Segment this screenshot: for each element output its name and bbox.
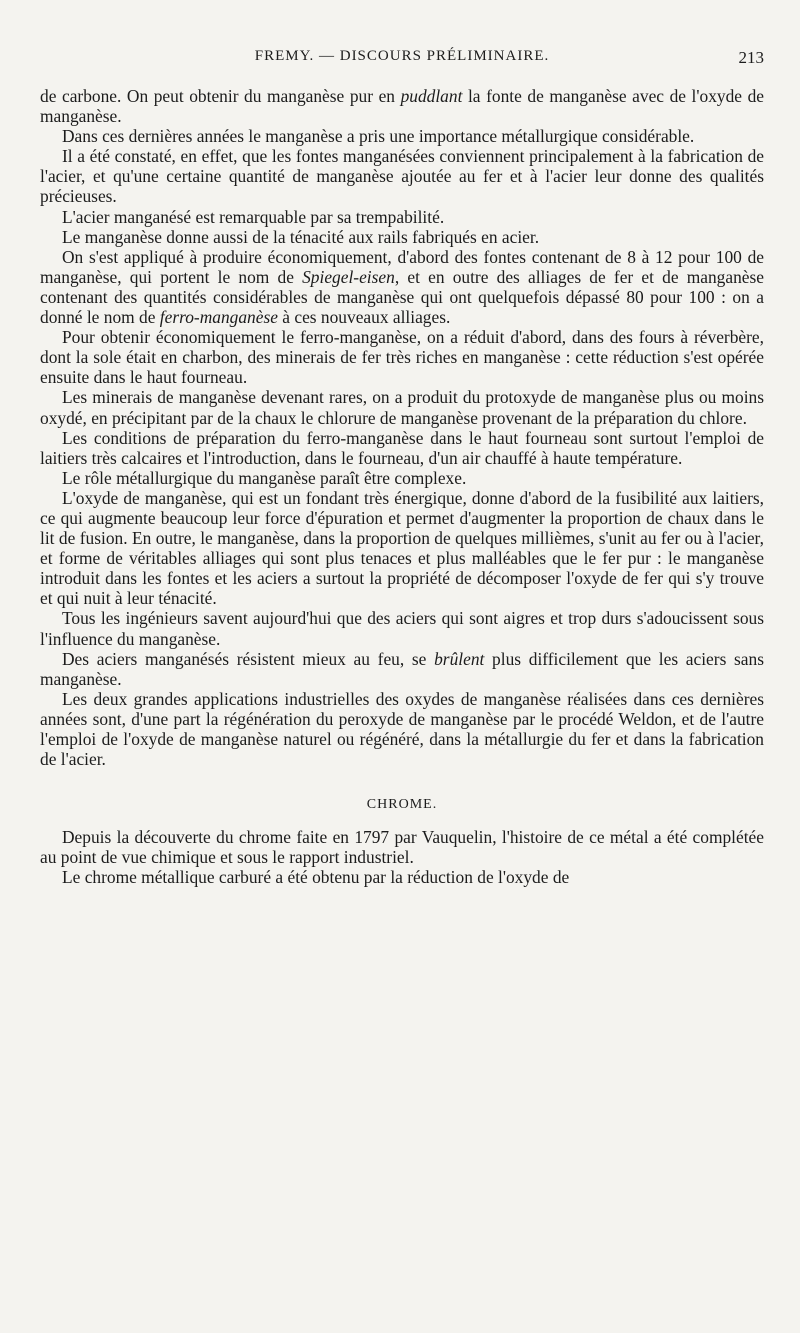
text-run: On s'est appliqué à produire économiquement, d'abord des fontes contenant de 8 à 12 pour 100 de manganèse, qui portent le nom de bbox=[40, 246, 764, 287]
paragraph bbox=[40, 327, 764, 387]
paragraph bbox=[40, 488, 764, 609]
paragraph bbox=[40, 247, 764, 327]
paragraph bbox=[40, 227, 764, 247]
text-run: Dans ces dernières années le manganèse a pris une importance métallurgique considérable. bbox=[62, 126, 695, 147]
section-title: CHROME. bbox=[366, 797, 438, 813]
paragraph bbox=[40, 86, 764, 126]
paragraph bbox=[40, 428, 764, 468]
text-run: à ces nouveaux alliages. bbox=[277, 307, 451, 328]
paragraph bbox=[40, 387, 764, 427]
italic-term: ferro-manganèse bbox=[159, 307, 278, 328]
running-title: FREMY. — DISCOURS PRÉLIMINAIRE. bbox=[254, 48, 550, 64]
text-run: la fonte de manganèse avec de l'oxyde de manganèse. bbox=[40, 86, 764, 127]
paragraph bbox=[40, 689, 764, 769]
text-run: Les conditions de préparation du ferro-manganèse dans le haut fourneau sont surtout l'emploi de laitiers très calcaires et l'introduction, dans le fourneau, d'un air chauffé à haute température. bbox=[40, 427, 764, 468]
body-text bbox=[40, 86, 764, 888]
paragraph bbox=[40, 608, 764, 648]
paragraph bbox=[40, 827, 764, 867]
text-run: Le chrome métallique carburé a été obtenu par la réduction de l'oxyde de bbox=[62, 867, 570, 888]
paragraph bbox=[40, 126, 764, 146]
text-run: , et en outre des alliages de fer et de manganèse contenant des quantités considérables de manganèse qui ont quelquefois dépassé 80 pour 100 : on a donné le nom de bbox=[40, 266, 764, 328]
text-run: Des aciers manganésés résistent mieux au feu, se bbox=[62, 648, 435, 669]
text-run: plus difficilement que les aciers sans manganèse. bbox=[40, 648, 764, 689]
page-number: 213 bbox=[738, 48, 764, 67]
paragraph bbox=[40, 468, 764, 488]
text-run: Le rôle métallurgique du manganèse paraît être complexe. bbox=[62, 467, 467, 488]
paragraph bbox=[40, 649, 764, 689]
italic-term: Spiegel-eisen bbox=[302, 266, 395, 287]
text-run: Tous les ingénieurs savent aujourd'hui que des aciers qui sont aigres et trop durs s'adoucissent sous l'influence du manganèse. bbox=[40, 608, 764, 649]
text-run: Il a été constaté, en effet, que les fontes manganésées conviennent principalement à la fabrication de l'acier, et qu'une certaine quantité de manganèse ajoutée au fer et à l'acier leur donne des qualités précieuses. bbox=[40, 146, 764, 207]
text-run: Les minerais de manganèse devenant rares, on a produit du protoxyde de manganèse plus ou moins oxydé, en précipitant par de la chaux le chlorure de manganèse provenant de la préparation du chlore. bbox=[40, 387, 764, 428]
text-run: L'acier manganésé est remarquable par sa trempabilité. bbox=[62, 206, 445, 227]
text-run: Les deux grandes applications industrielles des oxydes de manganèse réalisées dans ces dernières années sont, d'une part la régénération du peroxyde de manganèse par le procédé Weldon, et de l'autre l'emploi de l'oxyde de manganèse naturel ou régénéré, dans la métallurgie du fer et dans la fabrication de l'acier. bbox=[40, 688, 764, 770]
text-run: L'oxyde de manganèse, qui est un fondant très énergique, donne d'abord de la fusibilité aux laitiers, ce qui augmente beaucoup leur force d'épuration et permet d'augmenter la proportion de chaux dans le lit de fusion. En outre, le manganèse, dans la proportion de quelques millièmes, s'unit au fer ou à l'acier, et forme de véritables alliages qui sont plus tenaces et plus malléables que le fer pur : le manganèse introduit dans les fontes et les aciers a surtout la propriété de décomposer l'oxyde de fer qui s'y trouve et qui nuit à leur ténacité. bbox=[40, 487, 764, 609]
paragraph bbox=[40, 146, 764, 206]
section-paragraphs bbox=[40, 827, 764, 887]
text-run: de carbone. On peut obtenir du manganèse pur en bbox=[40, 86, 401, 106]
paragraph bbox=[40, 867, 764, 887]
italic-term: brûlent bbox=[434, 648, 485, 669]
text-run: Le manganèse donne aussi de la ténacité aux rails fabriqués en acier. bbox=[62, 226, 540, 247]
main-paragraphs bbox=[40, 86, 764, 769]
paragraph bbox=[40, 207, 764, 227]
running-head bbox=[40, 48, 764, 74]
text-run: Pour obtenir économiquement le ferro-manganèse, on a réduit d'abord, dans des fours à réverbère, dont la sole était en charbon, des minerais de fer très riches en manganèse : cette réduction s'est opérée ensuite dans le haut fourneau. bbox=[40, 327, 764, 388]
italic-term: puddlant bbox=[400, 86, 463, 106]
text-run: Depuis la découverte du chrome faite en 1797 par Vauquelin, l'histoire de ce métal a été complétée au point de vue chimique et sous le rapport industriel. bbox=[40, 827, 764, 868]
